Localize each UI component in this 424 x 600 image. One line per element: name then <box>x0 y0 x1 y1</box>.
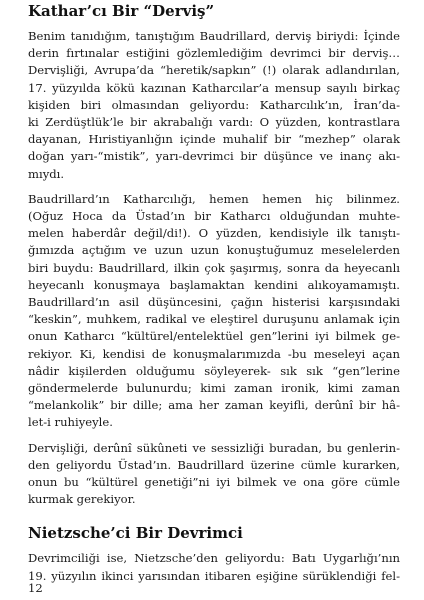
text-line: Benim tanıdığım, tanıştığım Baudrillard, derviş biriydi: İçinde <box>28 29 400 43</box>
text-line: 19. yüzyılın ikinci yarısından itibaren eşiğine sürüklendiği fel- <box>28 568 400 583</box>
text-line: let-i ruhiyeyle. <box>28 415 113 430</box>
text-line: Baudrillard’ın asil düşüncesini, çağın histerisi karşısındaki <box>28 295 400 310</box>
text-line: onun Katharcı “kültürel/entelektüel gen”lerini iyi bilmek ge- <box>28 329 400 344</box>
text-line: Dervişliği, derûnî sükûneti ve sessizliği buradan, bu genlerin- <box>28 440 400 455</box>
text-line: “keskin”, muhkem, radikal ve eleştirel duruşunu anlamak için <box>28 312 400 327</box>
paragraph <box>28 440 400 509</box>
text-line: Baudrillard’ın Katharcılığı, hemen hemen hiç bilinmez. <box>28 191 400 206</box>
text-line: 17. yüzyılda kökü kazınan Katharcılar’a mensup sayılı birkaç <box>28 80 400 95</box>
text-line: melen haberdâr değil/di!). O yüzden, kendisiyle ilk tanıştı- <box>28 226 400 241</box>
text-line: Dervişliği, Avrupa’da “heretik/sapkın” (!) olarak adlandırılan, <box>28 63 400 78</box>
paragraph <box>28 550 400 584</box>
text-line: nâdir kişilerden olduğumu söyleyerek- sık sık “gen”lerine <box>28 363 400 378</box>
paragraph <box>28 28 400 183</box>
text-line: onun bu “kültürel genetiği”ni iyi bilmek ve ona göre cümle <box>28 475 400 490</box>
text-line: dayanan, Hıristiyanlığın içinde muhalif bir “mezhep” olarak <box>28 132 400 147</box>
text-line: doğan yarı-“mistik”, yarı-devrimci bir düşünce ve inanç akı- <box>28 149 400 164</box>
text-line: (Oğuz Hoca da Üstad’ın bir Katharcı olduğundan muhte- <box>28 209 400 224</box>
book-page <box>28 0 400 585</box>
text-line: biri buydu: Baudrillard, ilkin çok şaşırmış, sonra da heyecanlı <box>28 260 400 275</box>
text-line: ğımızda açtığım ve uzun uzun konuştuğumuz meselelerden <box>28 243 400 258</box>
text-line: den geliyordu Üstad’ın. Baudrillard üzerine cümle kurarken, <box>28 457 400 472</box>
text-line: rekiyor. Ki, kendisi de konuşmalarımızda -bu meseleyi açan <box>28 346 400 361</box>
text-line: derin fırtınalar estiğini gözlemlediğim devrimci bir derviş… <box>28 46 400 61</box>
page-number: 12 <box>28 581 43 595</box>
text-line: kurmak gerekiyor. <box>28 492 136 507</box>
text-line: heyecanlı konuşmaya başlamaktan kendini alıkoyamamıştı. <box>28 277 400 292</box>
text-line: “melankolik” bir dille; ama her zaman keyifli, derûnî bir hâ- <box>28 398 400 413</box>
paragraph <box>28 191 400 432</box>
text-line: kişiden biri olmasından geliyordu: Katharcılık’ın, İran’da- <box>28 97 400 112</box>
section-heading: Nietzsche’ci Bir Devrimci <box>28 524 243 543</box>
section-heading: Kathar’cı Bir “Derviş” <box>28 2 215 20</box>
text-line: ki Zerdüştlük’le bir akrabalığı vardı: O yüzden, kontrastlara <box>28 115 400 130</box>
text-line: göndermelerde bulunurdu; kimi zaman ironik, kimi zaman <box>28 381 400 396</box>
text-line: mıydı. <box>28 166 65 181</box>
text-line: Devrimciliği ise, Nietzsche’den geliyordu: Batı Uygarlığı’nın <box>28 551 400 566</box>
